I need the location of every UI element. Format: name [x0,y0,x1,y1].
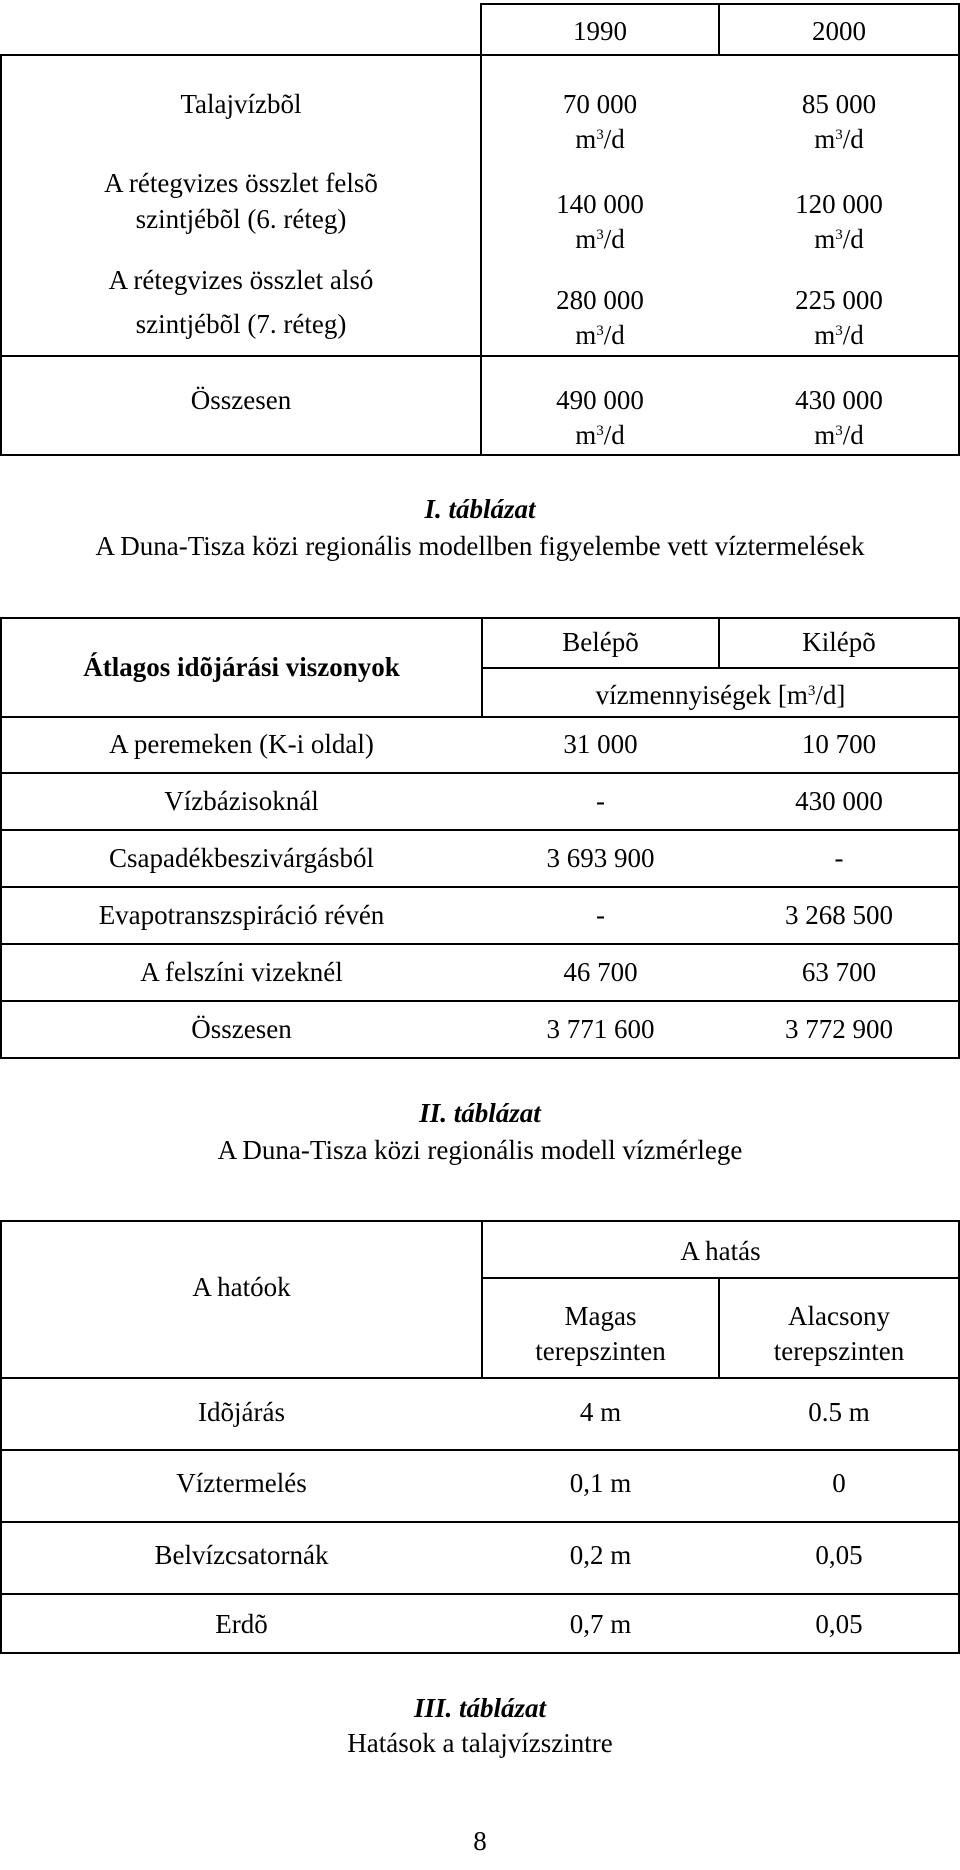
t2-row-in: 46 700 [563,957,638,987]
t1-row2-label-line2: szintjébõl (6. réteg) [135,204,347,234]
t1-row2-label-line1: A rétegvizes összlet felsõ [104,168,378,198]
t1-total-2000: 430 000 [795,385,883,415]
t1-row3-2000: 225 000 [795,285,883,315]
t3-row-low: 0.5 m [808,1397,870,1427]
t3-header-left: A hatóok [192,1272,291,1302]
t3-row-label: Erdõ [215,1609,268,1639]
t2-row-out: 10 700 [801,729,877,759]
year-1990: 1990 [573,16,627,46]
table-2-caption-number: II. táblázat [419,1098,541,1128]
t1-row2-2000: 120 000 [795,189,883,219]
t3-header-high-line1: Magas [564,1301,637,1331]
t2-total-out: 3 772 900 [785,1014,893,1044]
t3-row-low: 0,05 [815,1540,863,1570]
t2-row-label: Vízbázisoknál [164,786,319,816]
t3-row-label: Idõjárás [198,1397,285,1427]
t3-row-high: 4 m [579,1397,622,1427]
table-2-caption-text: A Duna-Tisza közi regionális modell vízmérlege [217,1135,743,1165]
t1-total-1990: 490 000 [556,385,644,415]
t2-total-label: Összesen [191,1014,292,1044]
t2-total-in: 3 771 600 [546,1014,655,1044]
t2-row-out: 430 000 [795,786,883,816]
t2-row-in: - [596,786,605,816]
t3-header-group: A hatás [680,1236,761,1266]
t2-row-out: 63 700 [801,957,877,987]
t2-row-label: A peremeken (K-i oldal) [109,729,374,759]
table-3-caption-number: III. táblázat [413,1693,547,1723]
t2-row-out: - [834,843,844,873]
t3-row-label: Víztermelés [176,1468,307,1498]
t2-row-out: 3 268 500 [785,900,893,930]
year-2000: 2000 [812,16,866,46]
t1-row1-2000-unit: $m^3/d$ [814,124,864,154]
t3-row-high: 0,2 m [569,1540,632,1570]
t3-header-low-line2: terepszinten [773,1336,905,1366]
t3-row-low: 0 [832,1468,846,1498]
t1-row3-2000-unit: $m^3/d$ [814,320,864,350]
t3-header-low-line1: Alacsony [788,1301,890,1331]
t1-row3-label-line1: A rétegvizes összlet alsó [108,265,374,295]
t1-row1-2000: 85 000 [801,89,877,119]
table-3-caption-text: Hatások a talajvízszintre [347,1728,613,1758]
t2-row-label: Evapotranszspiráció révén [98,900,385,930]
t1-row2-1990-unit: $m^3/d$ [575,224,625,254]
t1-row3-1990-unit: $m^3/d$ [575,320,625,350]
t2-header-left: Átlagos idõjárási viszonyok [83,652,400,682]
t1-total-2000-unit: $m^3/d$ [814,420,864,450]
t3-header-high-line2: terepszinten [535,1336,666,1366]
t2-header-in: Belépõ [562,627,639,657]
table-1-caption-number: I. táblázat [424,494,536,524]
t1-row2-2000-unit: $m^3/d$ [814,224,864,254]
t3-row-high: 0,1 m [569,1468,632,1498]
t1-row2-1990: 140 000 [556,189,644,219]
t2-row-in: 31 000 [563,729,638,759]
t2-row-in: - [596,900,605,930]
t1-row1-label: Talajvízbõl [180,89,302,119]
t1-total-label: Összesen [190,385,292,415]
t3-row-high: 0,7 m [569,1609,632,1639]
t3-row-low: 0,05 [815,1609,863,1639]
t2-header-out: Kilépõ [802,627,876,657]
t1-total-1990-unit: $m^3/d$ [575,420,625,450]
table-1-caption-text: A Duna-Tisza közi regionális modellben figyelembe vett víztermelések [95,531,865,561]
t1-row1-1990-unit: $m^3/d$ [575,124,625,154]
t1-row3-1990: 280 000 [556,285,644,315]
t2-row-label: Csapadékbeszivárgásból [109,843,374,873]
t2-header-unit: vízmennyiségek $[m^3/d]$ [595,680,846,710]
t1-row1-1990: 70 000 [562,89,638,119]
t2-row-in: 3 693 900 [546,843,655,873]
t3-row-label: Belvízcsatornák [154,1540,329,1570]
page-number: 8 [473,1826,487,1856]
t2-row-label: A felszíni vizeknél [140,957,343,987]
t1-row3-label-line2: szintjébõl (7. réteg) [135,309,347,339]
